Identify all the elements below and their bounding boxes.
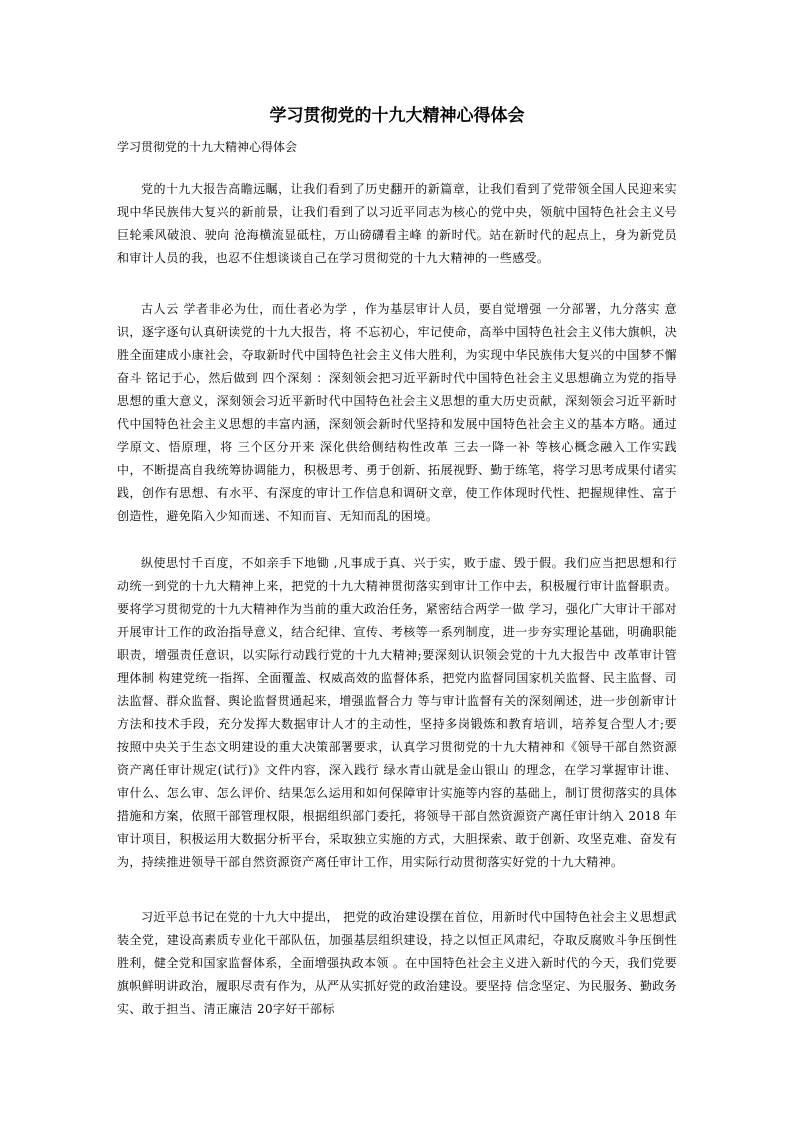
paragraph-4: 习近平总书记在党的十九大中提出， 把党的政治建设摆在首位，用新时代中国特色社会主义思想武装全党，建设高素质专业化干部队伍，加强基层组织建设，持之以恒正风肃纪，夺取反腐败斗争压倒性胜利，健全党和国家监督体系，全面增强执政本领 。在中国特色社会主义进入新时代的今天，我们党要旗帜鲜明讲政治，履职尽责有作为，从严从实抓好党的政治建设。要坚持 信念坚定、为民服务、勤政务实、敢于担当、清正廉洁 20字好干部标 (117, 910, 677, 1016)
document-subtitle: 学习贯彻党的十九大精神心得体会 (117, 140, 298, 154)
paragraph-2: 古人云 学者非必为仕，而仕者必为学 ，作为基层审计人员，要自觉增强 一分部署，九分落实 意识，逐字逐句认真研读党的十九大报告，将 不忘初心，牢记使命，高举中国特色社会主义伟大旗帜，决胜全面建成小康社会，夺取新时代中国特色社会主义伟大胜利，为实现中华民族伟大复兴的中国梦不懈奋斗 铭记于心，然后做到 四个深刻 ：深刻领会把习近平新时代中国特色社会主义思想确立为党的指导思想的重大意义，深刻领会习近平新时代中国特色社会主义思想的重大历史贡献，深刻领会习近平新时代中国特色社会主义思想的丰富内涵，深刻领会新时代坚持和发展中国特色社会主义的基本方略。通过学原文、悟原理，将 三个区分开来 深化供给侧结构性改革 三去一降一补 等核心概念融入工作实践中，不断提高自我统筹协调能力，积极思考、勇于创新、拓展视野、勤于练笔，将学习思考成果付诸实践，创作有思想、有水平、有深度的审计工作信息和调研文章，使工作体现时代性、把握规律性、富于创造性，避免陷入少知而迷、不知而盲、无知而乱的困境。 (117, 302, 677, 523)
document-title: 学习贯彻党的十九大精神心得体会 (269, 106, 525, 126)
paragraph-3: 纵使思忖千百度，不如亲手下地锄 ,凡事成于真、兴于实，败于虚、毁于假。我们应当把思想和行动统一到党的十九大精神上来，把党的十九大精神贯彻落实到审计工作中去，积极履行审计监督职责。要将学习贯彻党的十九大精神作为当前的重大政治任务，紧密结合两学一做 学习，强化广大审计干部对开展审计工作的政治指导意义，结合纪律、宣传、考核等一系列制度，进一步夯实理论基础，明确职能职责，增强责任意识，以实际行动践行党的十九大精神;要深刻认识领会党的十九大报告中 改革审计管理体制 构建党统一指挥、全面覆盖、权威高效的监督体系，把党内监督同国家机关监督、民主监督、司法监督、群众监督、舆论监督贯通起来，增强监督合力 等与审计监督有关的深刻阐述，进一步创新审计方法和技术手段，充分发挥大数据审计人才的主动性，坚持多岗锻炼和教育培训，培养复合型人才;要按照中央关于生态文明建设的重大决策部署要求，认真学习贯彻党的十九大精神和《领导干部自然资源资产离任审计规定(试行)》文件内容，深入践行 绿水青山就是金山银山 的理念，在学习掌握审计谁、审什么、怎么审、怎么评价、结果怎么运用和如何保障审计实施等内容的基础上，制订贯彻落实的具体措施和方案，依照干部管理权限，根据组织部门委托，将领导干部自然资源资产离任审计纳入 2018 年审计项目，积极运用大数据分析平台，采取独立实施的方式，大胆探索、敢于创新、攻坚克难、奋发有为，持续推进领导干部自然资源资产离任审计工作，用实际行动贯彻落实好党的十九大精神。 (117, 556, 677, 869)
paragraph-1: 党的十九大报告高瞻远瞩，让我们看到了历史翻开的新篇章，让我们看到了党带领全国人民迎来实现中华民族伟大复兴的新前景，让我们看到了以习近平同志为核心的党中央，领航中国特色社会主义号巨轮乘风破浪、驶向 沧海横流显砥柱，万山磅礴看主峰 的新时代。站在新时代的起点上，身为新党员和审计人员的我，也忍不住想谈谈自己在学习贯彻党的十九大精神的一些感受。 (117, 182, 677, 265)
